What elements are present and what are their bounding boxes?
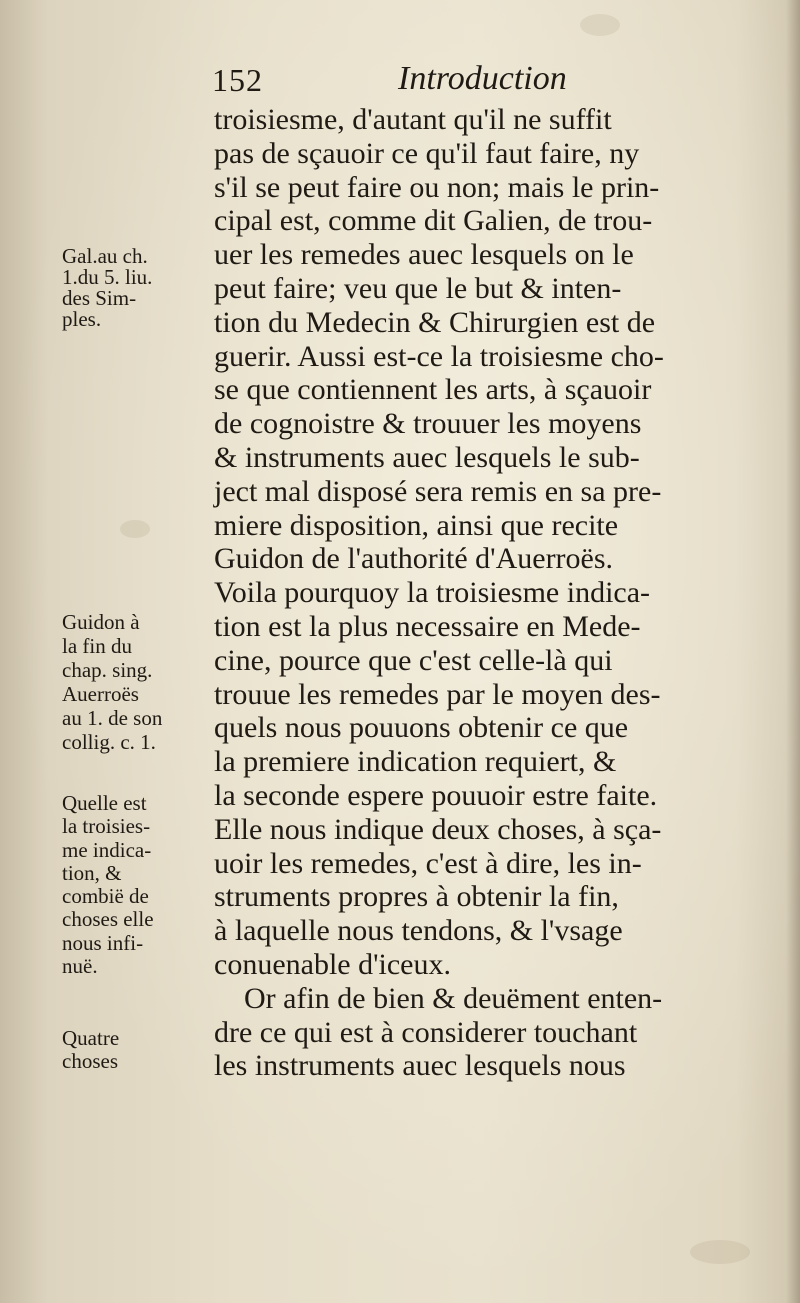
margin-note-line: choses elle <box>62 907 154 932</box>
margin-note-line: ples. <box>62 307 102 331</box>
text-line: ject mal disposé sera remis en sa pre- <box>214 474 662 508</box>
margin-note-line: choses <box>62 1049 118 1074</box>
text-line: Or afin de bien & deuëment enten- <box>244 981 663 1015</box>
text-line: troisiesme, d'autant qu'il ne suffit <box>214 103 612 136</box>
margin-note-guidon <box>62 610 212 754</box>
text-line: trouue les remedes par le moyen des- <box>214 677 661 711</box>
margin-note-line: la fin du <box>62 634 132 658</box>
margin-note-line: Guidon à <box>62 610 140 634</box>
margin-note-line: chap. sing. <box>62 658 153 682</box>
text-line: uoir les remedes, c'est à dire, les in- <box>214 846 642 880</box>
page-header <box>0 0 800 110</box>
text-line: conuenable d'iceux. <box>214 947 451 981</box>
running-title: Introduction <box>398 60 567 97</box>
margin-note-line: au 1. de son <box>62 706 163 730</box>
text-line: tion est la plus necessaire en Mede- <box>214 609 641 643</box>
text-line: cine, pource que c'est celle-là qui <box>214 643 613 677</box>
margin-note-line: nuë. <box>62 954 98 979</box>
text-line: dre ce qui est à considerer touchant <box>214 1015 638 1049</box>
margin-note-line: la troisies- <box>62 814 151 839</box>
text-line: s'il se peut faire ou non; mais le prin- <box>214 170 660 204</box>
margin-note-line: me indica- <box>62 837 152 862</box>
margin-note-line: Gal.au ch. <box>62 244 148 268</box>
margin-note-line: Quatre <box>62 1026 120 1050</box>
text-line: à laquelle nous tendons, & l'vsage <box>214 914 623 948</box>
margin-note-line: 1.du 5. liu. <box>62 265 153 289</box>
margin-note-line: collig. c. 1. <box>62 730 156 754</box>
margin-note-quatre-choses <box>62 1027 212 1074</box>
text-line: guerir. Aussi est-ce la troisiesme cho- <box>214 339 664 373</box>
text-line: quels nous pouuons obtenir ce que <box>214 711 629 745</box>
paper-stain <box>120 520 150 538</box>
margin-note-galien <box>62 246 212 330</box>
text-line: uer les remedes auec lesquels on le <box>214 238 634 272</box>
margin-note-line: nous infi- <box>62 930 144 955</box>
text-line: & instruments auec lesquels le sub- <box>214 440 640 474</box>
page-number: 152 <box>212 62 263 98</box>
text-line: miere disposition, ainsi que recite <box>214 508 619 542</box>
text-line: les instruments auec lesquels nous <box>214 1049 626 1083</box>
text-line: cipal est, comme dit Galien, de trou- <box>214 204 653 238</box>
margin-note-troisiesme-indication <box>62 792 212 978</box>
margin-note-line: des Sim- <box>62 286 137 310</box>
text-line: la seconde espere pouuoir estre faite. <box>214 778 658 812</box>
text-line: Elle nous indique deux choses, à sça- <box>214 812 662 846</box>
paper-stain <box>690 1240 750 1264</box>
text-line: la premiere indication requiert, & <box>214 745 617 779</box>
text-line: Guidon de l'authorité d'Auerroës. <box>214 542 614 576</box>
margin-note-line: tion, & <box>62 860 122 885</box>
body-text <box>214 103 774 1083</box>
text-line: pas de sçauoir ce qu'il faut faire, ny <box>214 136 640 170</box>
margin-note-line: combië de <box>62 884 149 909</box>
text-line: peut faire; veu que le but & inten- <box>214 271 622 305</box>
text-line: se que contiennent les arts, à sçauoir <box>214 373 652 407</box>
text-line: Voila pourquoy la troisiesme indica- <box>214 576 651 610</box>
text-line: tion du Medecin & Chirurgien est de <box>214 305 656 339</box>
margin-note-line: Quelle est <box>62 791 147 815</box>
page-edge-shadow <box>786 0 800 1303</box>
text-line: struments propres à obtenir la fin, <box>214 880 619 914</box>
margin-note-line: Auerroës <box>62 682 139 706</box>
text-line: de cognoistre & trouuer les moyens <box>214 407 642 441</box>
